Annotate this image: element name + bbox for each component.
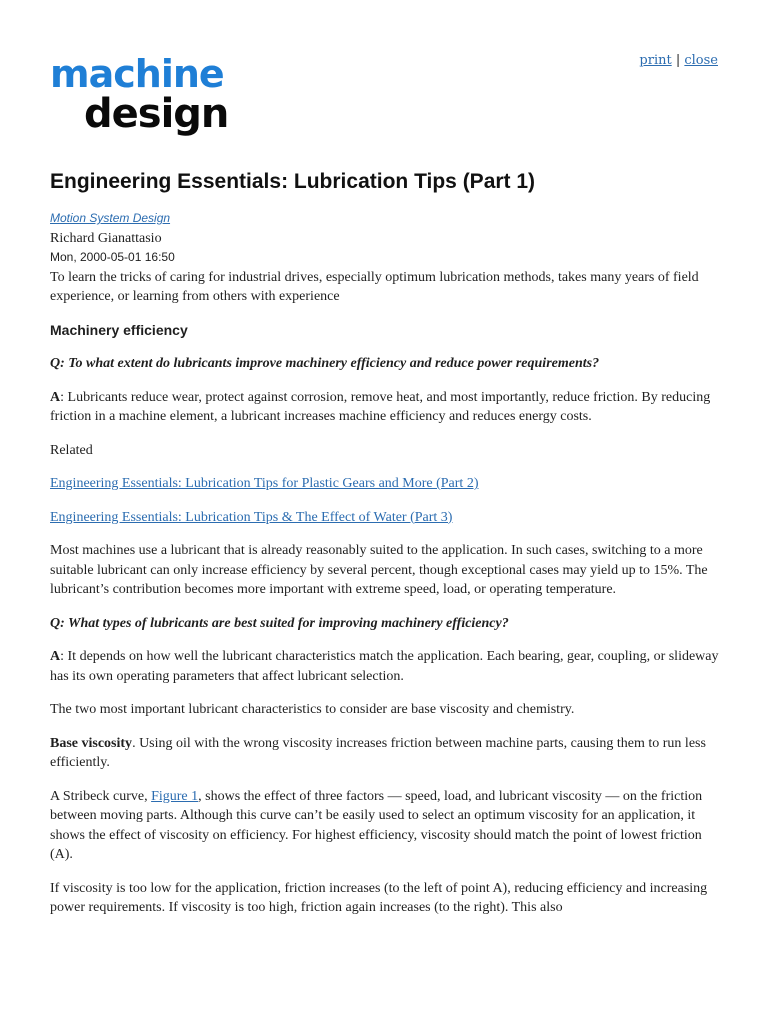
top-links [639, 53, 718, 68]
related-link-part-3[interactable]: Engineering Essentials: Lubrication Tips & The Effect of Water (Part 3) [50, 509, 453, 525]
site-logo[interactable] [50, 52, 240, 144]
paragraph-two-most: The two most important lubricant characteristics to consider are base viscosity and chemistry. [50, 702, 575, 717]
answer-label: A [50, 389, 61, 405]
publish-date: Mon, 2000-05-01 16:50 [50, 250, 175, 264]
answer-1-text: : Lubricants reduce wear, protect against corrosion, remove heat, and most importantly, reduce friction. By reducing friction in a machine element, a lubricant increases machine efficiency and reduces energy costs. [50, 389, 711, 424]
paragraph-most-machines: Most machines use a lubricant that is already reasonably suited to the application. In such cases, switching to a more suitable lubricant can only increase efficiency by several percent, though exceptional cases may yield up to 15%. The lubricant’s contribution becomes more important with extreme speed, load, or operating temperature. [50, 543, 708, 597]
intro-paragraph: To learn the tricks of caring for industrial drives, especially optimum lubrication methods, takes many years of field experience, or learning from others with experience [50, 269, 699, 304]
logo-line-2: design [84, 91, 229, 137]
related-label: Related [50, 442, 93, 458]
stribeck-pre: A Stribeck curve, [50, 788, 152, 804]
figure-1-link[interactable]: Figure 1 [151, 788, 199, 804]
link-separator: | [671, 53, 685, 68]
article-body [50, 209, 722, 932]
base-viscosity-text: . Using oil with the wrong viscosity increases friction between machine parts, causing them to run less efficiently. [50, 735, 706, 770]
answer-2 [50, 647, 722, 686]
stribeck-post: , shows the effect of three factors — speed, load, and lubricant viscosity — on the friction between moving parts. Although this curve can’t be easily used to select an optimum viscosity for an application, it shows the effect of viscosity on efficiency. For highest efficiency, viscosity should match the point of lowest friction (A). [50, 788, 703, 862]
logo-line-1: machine [50, 52, 224, 96]
paragraph-base-viscosity [50, 734, 722, 773]
base-viscosity-label: Base viscosity [50, 735, 133, 751]
question-1: Q: To what extent do lubricants improve machinery efficiency and reduce power requirements? [50, 356, 600, 371]
related-link-part-2[interactable]: Engineering Essentials: Lubrication Tips for Plastic Gears and More (Part 2) [50, 476, 479, 491]
paragraph-too-low: If viscosity is too low for the application, friction increases (to the left of point A), reducing efficiency and increasing power requirements. If viscosity is too high, friction again increases (to the right). This also [50, 880, 708, 915]
source-link[interactable]: Motion System Design [50, 211, 171, 225]
print-link[interactable]: print [639, 53, 672, 68]
close-link[interactable]: close [684, 53, 718, 68]
answer-1 [50, 388, 722, 427]
paragraph-stribeck [50, 787, 722, 865]
author-name: Richard Gianattasio [50, 230, 162, 246]
related-link-item [50, 508, 722, 528]
section-heading: Machinery efficiency [50, 321, 188, 338]
answer-2-text: : It depends on how well the lubricant characteristics match the application. Each bearing, gear, coupling, or slideway has its own operating parameters that affect lubricant selection. [50, 649, 719, 684]
question-2: Q: What types of lubricants are best suited for improving machinery efficiency? [50, 615, 509, 631]
article-title: Engineering Essentials: Lubrication Tips (Part 1) [50, 170, 536, 193]
answer-label: A [50, 649, 61, 664]
related-link-item [50, 474, 722, 494]
